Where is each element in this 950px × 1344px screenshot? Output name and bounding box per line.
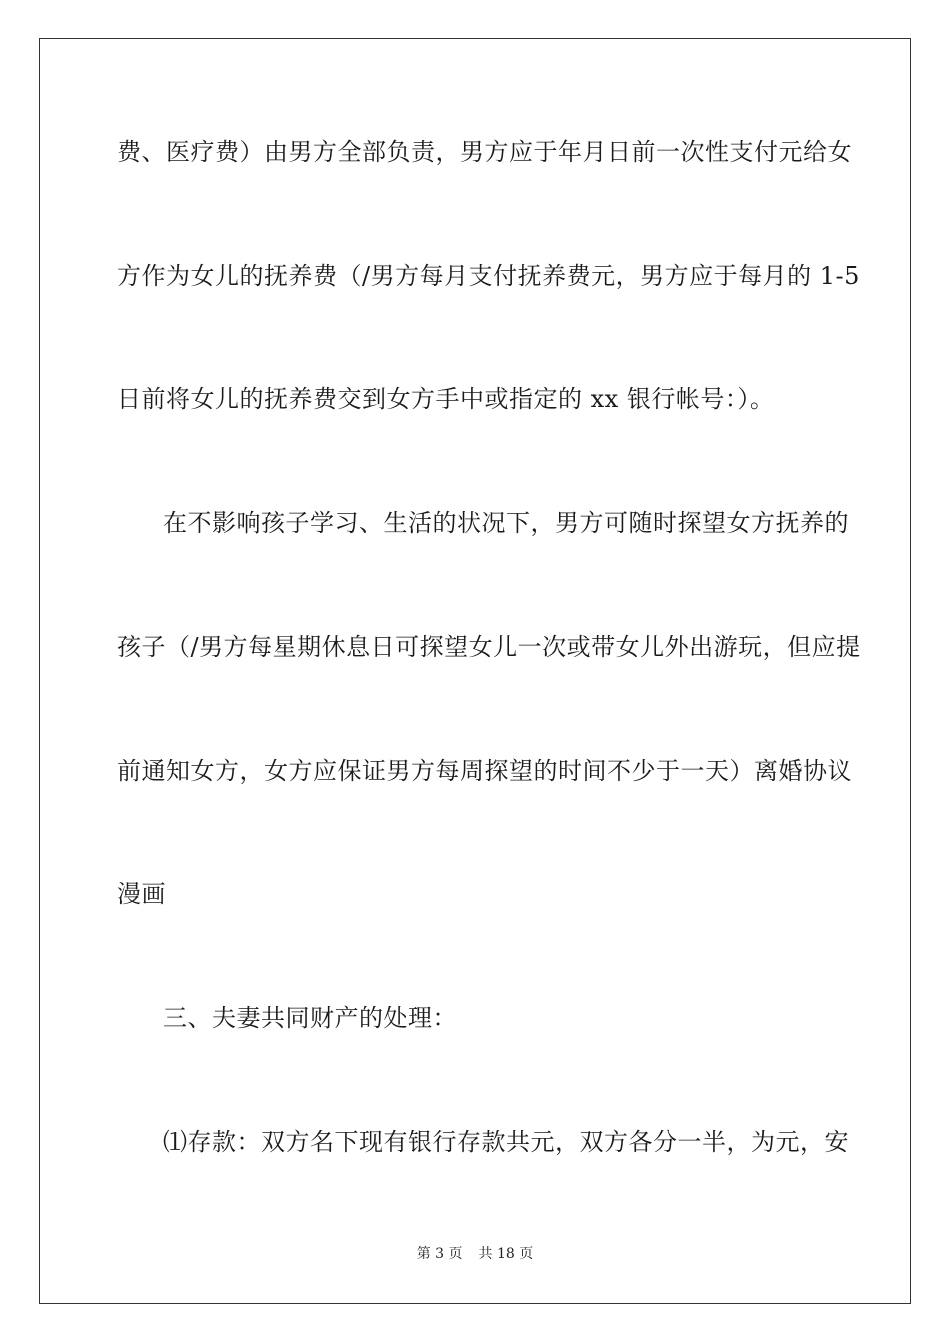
- paragraph-line-4: 在不影响孩子学习、生活的状况下，男方可随时探望女方抚养的: [163, 509, 849, 537]
- paragraph-line-3: 日前将女儿的抚养费交到女方手中或指定的 xx 银行帐号：）。: [117, 385, 775, 413]
- section-heading: 三、夫妻共同财产的处理：: [163, 1004, 457, 1032]
- paragraph-line-5: 孩子（/男方每星期休息日可探望女儿一次或带女儿外出游玩，但应提: [117, 633, 861, 661]
- page-footer: [0, 1245, 950, 1263]
- paragraph-line-7: 漫画: [117, 880, 166, 908]
- page-number: 第 3 页: [416, 1246, 463, 1262]
- paragraph-line-1: 费、医疗费）由男方全部负责，男方应于年月日前一次性支付元给女: [117, 138, 852, 166]
- page-border: [39, 38, 911, 1304]
- paragraph-line-9: ⑴存款：双方名下现有银行存款共元，双方各分一半，为元，安: [163, 1128, 849, 1156]
- page-total: 共 18 页: [478, 1246, 534, 1262]
- paragraph-line-2: 方作为女儿的抚养费（/男方每月支付抚养费元，男方应于每月的 1-5: [117, 262, 860, 290]
- paragraph-line-6: 前通知女方，女方应保证男方每周探望的时间不少于一天）离婚协议: [117, 757, 852, 785]
